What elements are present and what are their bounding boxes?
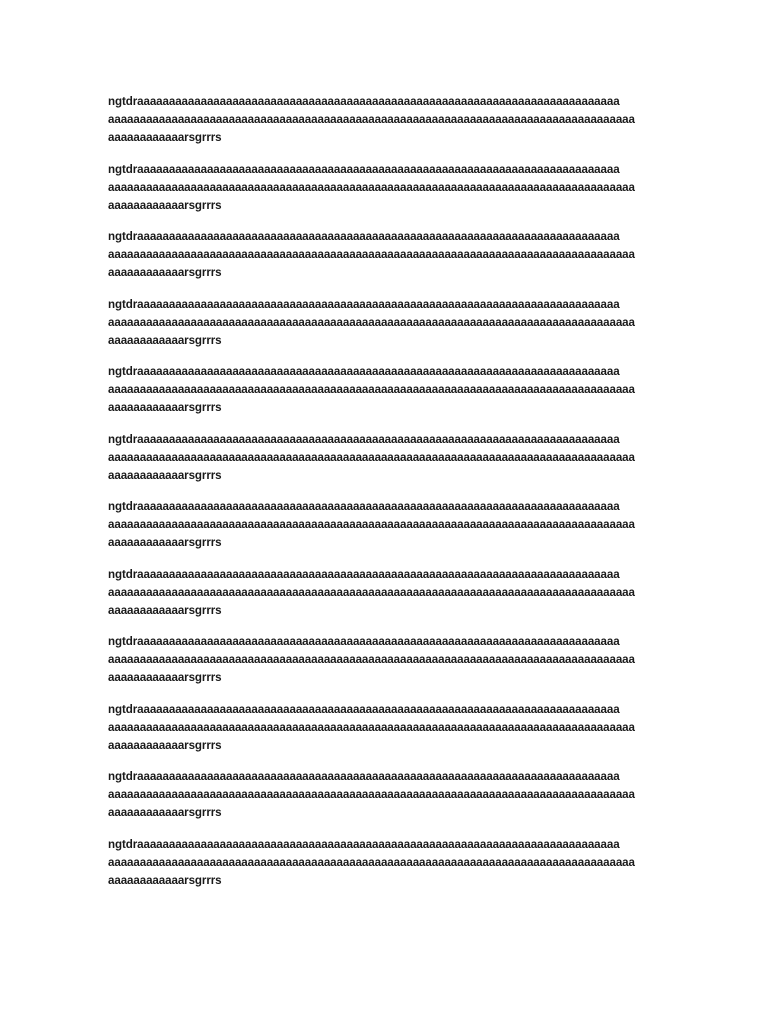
paragraph-line: aaaaaaaaaaaarsgrrrs	[108, 671, 222, 684]
paragraph-line: aaaaaaaaaaaarsgrrrs	[108, 873, 222, 887]
paragraph	[108, 633, 668, 687]
paragraph-line: aaaaaaaaaaaarsgrrrs	[108, 131, 222, 144]
paragraph-line: aaaaaaaaaaaarsgrrrs	[108, 266, 222, 279]
paragraph-line: ngtdraaaaaaaaaaaaaaaaaaaaaaaaaaaaaaaaaaaaaaaaaaaaaaaaaaaaaaaaaaaaaaaaaaaaaaaaaaaa	[108, 297, 620, 311]
paragraph	[108, 768, 668, 822]
paragraph-line: ngtdraaaaaaaaaaaaaaaaaaaaaaaaaaaaaaaaaaaaaaaaaaaaaaaaaaaaaaaaaaaaaaaaaaaaaaaaaaaa	[108, 230, 620, 243]
paragraph-line: ngtdraaaaaaaaaaaaaaaaaaaaaaaaaaaaaaaaaaaaaaaaaaaaaaaaaaaaaaaaaaaaaaaaaaaaaaaaaaaa	[108, 770, 620, 783]
paragraph-line: ngtdraaaaaaaaaaaaaaaaaaaaaaaaaaaaaaaaaaaaaaaaaaaaaaaaaaaaaaaaaaaaaaaaaaaaaaaaaaaa	[108, 500, 620, 513]
paragraph-line: aaaaaaaaaaaarsgrrrs	[108, 806, 222, 819]
paragraph-line: aaaaaaaaaaaaaaaaaaaaaaaaaaaaaaaaaaaaaaaaaaaaaaaaaaaaaaaaaaaaaaaaaaaaaaaaaaaaaaaaaaa	[108, 653, 635, 666]
paragraph-line: aaaaaaaaaaaaaaaaaaaaaaaaaaaaaaaaaaaaaaaaaaaaaaaaaaaaaaaaaaaaaaaaaaaaaaaaaaaaaaaaaaa	[108, 248, 635, 261]
paragraph-line: aaaaaaaaaaaaaaaaaaaaaaaaaaaaaaaaaaaaaaaaaaaaaaaaaaaaaaaaaaaaaaaaaaaaaaaaaaaaaaaaaaa	[108, 180, 635, 194]
paragraph	[108, 93, 668, 147]
paragraph	[108, 228, 668, 282]
paragraph-line: aaaaaaaaaaaaaaaaaaaaaaaaaaaaaaaaaaaaaaaaaaaaaaaaaaaaaaaaaaaaaaaaaaaaaaaaaaaaaaaaaaa	[108, 518, 635, 531]
paragraph	[108, 836, 668, 890]
paragraph-line: ngtdraaaaaaaaaaaaaaaaaaaaaaaaaaaaaaaaaaaaaaaaaaaaaaaaaaaaaaaaaaaaaaaaaaaaaaaaaaaa	[108, 635, 620, 648]
paragraph-line: aaaaaaaaaaaarsgrrrs	[108, 198, 222, 212]
paragraph-line: aaaaaaaaaaaaaaaaaaaaaaaaaaaaaaaaaaaaaaaaaaaaaaaaaaaaaaaaaaaaaaaaaaaaaaaaaaaaaaaaaaa	[108, 720, 635, 734]
paragraph	[108, 431, 668, 485]
paragraph-line: aaaaaaaaaaaaaaaaaaaaaaaaaaaaaaaaaaaaaaaaaaaaaaaaaaaaaaaaaaaaaaaaaaaaaaaaaaaaaaaaaaa	[108, 113, 635, 126]
paragraph-line: aaaaaaaaaaaaaaaaaaaaaaaaaaaaaaaaaaaaaaaaaaaaaaaaaaaaaaaaaaaaaaaaaaaaaaaaaaaaaaaaaaa	[108, 788, 635, 801]
paragraph	[108, 363, 668, 417]
document-body	[108, 93, 668, 903]
paragraph	[108, 161, 668, 215]
paragraph-line: aaaaaaaaaaaarsgrrrs	[108, 603, 222, 617]
paragraph-line: ngtdraaaaaaaaaaaaaaaaaaaaaaaaaaaaaaaaaaaaaaaaaaaaaaaaaaaaaaaaaaaaaaaaaaaaaaaaaaaa	[108, 837, 620, 851]
paragraph-line: ngtdraaaaaaaaaaaaaaaaaaaaaaaaaaaaaaaaaaaaaaaaaaaaaaaaaaaaaaaaaaaaaaaaaaaaaaaaaaaa	[108, 95, 620, 108]
paragraph	[108, 701, 668, 755]
paragraph-line: aaaaaaaaaaaarsgrrrs	[108, 333, 222, 347]
paragraph-line: aaaaaaaaaaaarsgrrrs	[108, 738, 222, 752]
paragraph-line: aaaaaaaaaaaaaaaaaaaaaaaaaaaaaaaaaaaaaaaaaaaaaaaaaaaaaaaaaaaaaaaaaaaaaaaaaaaaaaaaaaa	[108, 855, 635, 869]
paragraph-line: aaaaaaaaaaaaaaaaaaaaaaaaaaaaaaaaaaaaaaaaaaaaaaaaaaaaaaaaaaaaaaaaaaaaaaaaaaaaaaaaaaa	[108, 315, 635, 329]
paragraph-line: aaaaaaaaaaaarsgrrrs	[108, 401, 222, 414]
paragraph-line: aaaaaaaaaaaarsgrrrs	[108, 536, 222, 549]
paragraph	[108, 566, 668, 620]
paragraph-line: ngtdraaaaaaaaaaaaaaaaaaaaaaaaaaaaaaaaaaaaaaaaaaaaaaaaaaaaaaaaaaaaaaaaaaaaaaaaaaaa	[108, 162, 620, 176]
paragraph-line: ngtdraaaaaaaaaaaaaaaaaaaaaaaaaaaaaaaaaaaaaaaaaaaaaaaaaaaaaaaaaaaaaaaaaaaaaaaaaaaa	[108, 365, 620, 378]
paragraph-line: ngtdraaaaaaaaaaaaaaaaaaaaaaaaaaaaaaaaaaaaaaaaaaaaaaaaaaaaaaaaaaaaaaaaaaaaaaaaaaaa	[108, 702, 620, 716]
paragraph-line: aaaaaaaaaaaaaaaaaaaaaaaaaaaaaaaaaaaaaaaaaaaaaaaaaaaaaaaaaaaaaaaaaaaaaaaaaaaaaaaaaaa	[108, 383, 635, 396]
paragraph	[108, 296, 668, 350]
paragraph-line: ngtdraaaaaaaaaaaaaaaaaaaaaaaaaaaaaaaaaaaaaaaaaaaaaaaaaaaaaaaaaaaaaaaaaaaaaaaaaaaa	[108, 567, 620, 581]
paragraph-line: aaaaaaaaaaaaaaaaaaaaaaaaaaaaaaaaaaaaaaaaaaaaaaaaaaaaaaaaaaaaaaaaaaaaaaaaaaaaaaaaaaa	[108, 450, 635, 464]
paragraph-line: ngtdraaaaaaaaaaaaaaaaaaaaaaaaaaaaaaaaaaaaaaaaaaaaaaaaaaaaaaaaaaaaaaaaaaaaaaaaaaaa	[108, 432, 620, 446]
paragraph	[108, 498, 668, 552]
paragraph-line: aaaaaaaaaaaaaaaaaaaaaaaaaaaaaaaaaaaaaaaaaaaaaaaaaaaaaaaaaaaaaaaaaaaaaaaaaaaaaaaaaaa	[108, 585, 635, 599]
paragraph-line: aaaaaaaaaaaarsgrrrs	[108, 468, 222, 482]
